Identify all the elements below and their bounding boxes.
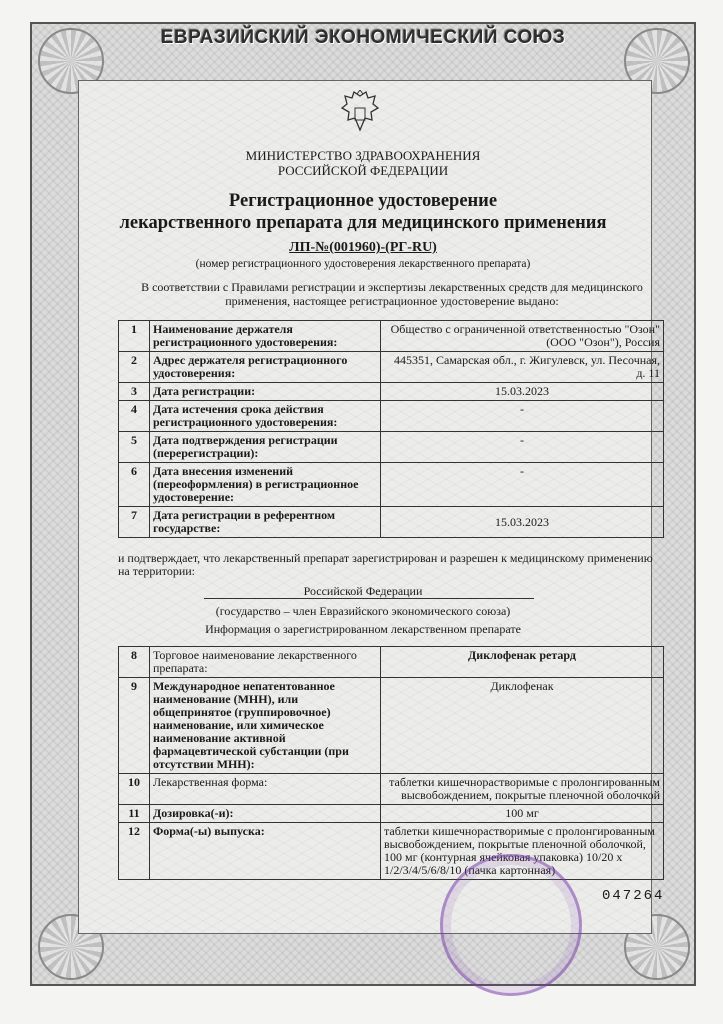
table-row	[119, 432, 664, 463]
row-value: -	[381, 401, 664, 432]
row-value: Общество с ограниченной ответственностью "Озон" (ООО "Озон"), Россия	[381, 321, 664, 352]
row-number: 5	[119, 432, 150, 463]
intro-text: В соответствии с Правилами регистрации и экспертизы лекарственных средств для медицинского применения, настоящее регистрационное удостоверение выдано:	[141, 280, 643, 308]
official-stamp-icon	[440, 854, 582, 996]
table-row	[119, 647, 664, 678]
table-row	[119, 678, 664, 774]
ministry-line-2: РОССИЙСКОЙ ФЕДЕРАЦИИ	[277, 163, 449, 178]
row-number: 1	[119, 321, 150, 352]
row-label: Торговое наименование лекарственного препарата:	[150, 647, 381, 678]
row-value: -	[381, 432, 664, 463]
table-row	[119, 383, 664, 401]
double-headed-eagle-emblem-icon	[339, 90, 381, 138]
row-label: Дозировка(-и):	[150, 805, 381, 823]
row-number: 8	[119, 647, 150, 678]
table-row	[119, 321, 664, 352]
table-row	[119, 401, 664, 432]
table-row	[119, 823, 664, 880]
title-line-1: Регистрационное удостоверение	[228, 191, 498, 211]
table-row	[119, 805, 664, 823]
row-value: Диклофенак ретард	[381, 647, 664, 678]
table-row	[119, 507, 664, 538]
row-number: 11	[119, 805, 150, 823]
row-number: 3	[119, 383, 150, 401]
row-value: -	[381, 463, 664, 507]
row-label: Дата регистрации:	[150, 383, 381, 401]
row-value: таблетки кишечнорастворимые с пролонгированным высвобождением, покрытые пленочной оболочкой	[381, 774, 664, 805]
row-value: Диклофенак	[381, 678, 664, 774]
country-note: (государство – член Евразийского экономического союза)	[215, 604, 511, 618]
row-label: Дата истечения срока действия регистрационного удостоверения:	[150, 401, 381, 432]
row-label: Международное непатентованное наименование (МНН), или общепринятое (группировочное) наименование, или химическое наименование активной фармацевтической субстанции (при отсутствии МНН):	[150, 678, 381, 774]
table-row	[119, 774, 664, 805]
confirmation-text: и подтверждает, что лекарственный препарат зарегистрирован и разрешен к медицинскому применению на территории:	[118, 551, 653, 578]
row-number: 12	[119, 823, 150, 880]
union-banner: ЕВРАЗИЙСКИЙ ЭКОНОМИЧЕСКИЙ СОЮЗ	[160, 27, 566, 48]
row-label: Дата регистрации в референтном государстве:	[150, 507, 381, 538]
row-number: 9	[119, 678, 150, 774]
ministry-line-1: МИНИСТЕРСТВО ЗДРАВООХРАНЕНИЯ	[245, 148, 481, 163]
registration-number: ЛП-№(001960)-(РГ-RU)	[289, 240, 437, 255]
row-value: 15.03.2023	[381, 507, 664, 538]
title-line-2: лекарственного препарата для медицинского применения	[119, 213, 607, 233]
table-row	[119, 463, 664, 507]
certificate-sheet	[30, 22, 696, 986]
row-value: таблетки кишечнорастворимые с пролонгированным высвобождением, покрытые пленочной оболочкой, 100 мг (контурная ячейковая упаковка) 10/20 x 1/2/3/4/5/6/8/10 (пачка картонная)	[381, 823, 664, 880]
row-number: 7	[119, 507, 150, 538]
row-value: 445351, Самарская обл., г. Жигулевск, ул. Песочная, д. 11	[381, 352, 664, 383]
registration-number-note: (номер регистрационного удостоверения лекарственного препарата)	[195, 258, 531, 270]
row-label: Форма(-ы) выпуска:	[150, 823, 381, 880]
row-label: Лекарственная форма:	[150, 774, 381, 805]
row-label: Дата внесения изменений (переоформления) в регистрационное удостоверение:	[150, 463, 381, 507]
row-number: 4	[119, 401, 150, 432]
drug-table	[118, 646, 664, 880]
ministry-name	[32, 148, 694, 178]
row-label: Наименование держателя регистрационного удостоверения:	[150, 321, 381, 352]
row-number: 10	[119, 774, 150, 805]
row-label: Дата подтверждения регистрации (перерегистрации):	[150, 432, 381, 463]
page-title	[32, 190, 694, 234]
holder-table	[118, 320, 664, 538]
row-value: 100 мг	[381, 805, 664, 823]
table-row	[119, 352, 664, 383]
serial-number: 047264	[602, 888, 665, 904]
row-value: 15.03.2023	[381, 383, 664, 401]
drug-info-heading: Информация о зарегистрированном лекарственном препарате	[205, 622, 521, 636]
row-number: 6	[119, 463, 150, 507]
row-label: Адрес держателя регистрационного удостоверения:	[150, 352, 381, 383]
country-name: Российской Федерации	[303, 584, 423, 598]
row-number: 2	[119, 352, 150, 383]
country-underline	[204, 598, 534, 599]
